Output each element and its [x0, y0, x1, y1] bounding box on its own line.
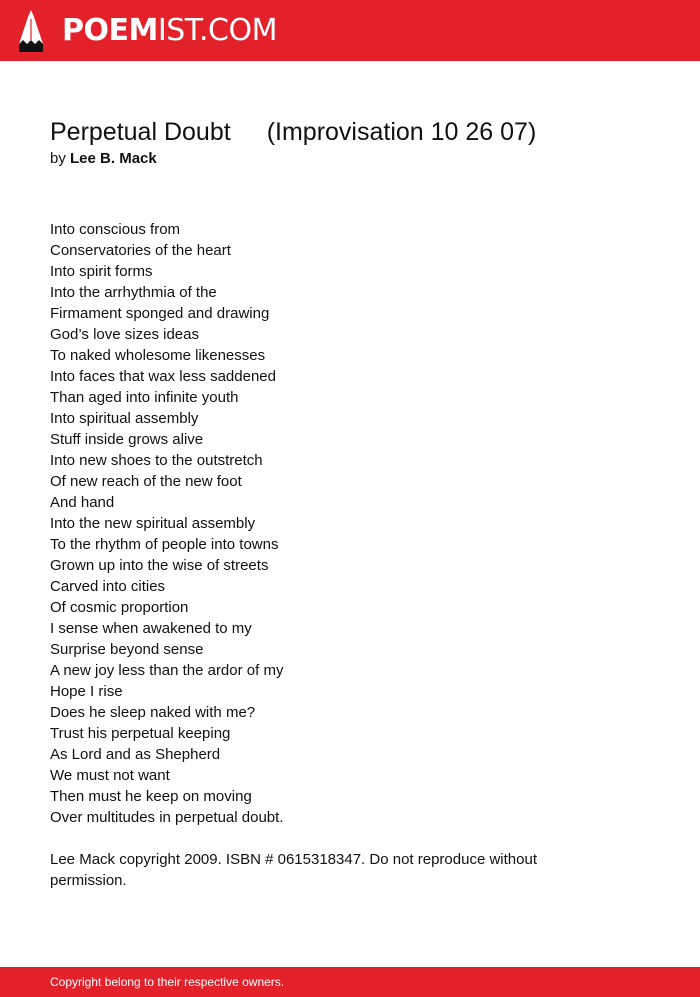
poem-line: A new joy less than the ardor of my	[50, 662, 284, 679]
poem-line: Into the new spiritual assembly	[50, 515, 256, 532]
poem-line: Into the arrhythmia of the	[50, 284, 217, 301]
poem-line: As Lord and as Shepherd	[50, 746, 221, 763]
poem-line: To the rhythm of people into towns	[50, 536, 279, 553]
pencil-icon	[18, 10, 44, 52]
poem-line: Into spiritual assembly	[50, 410, 199, 427]
site-logo[interactable]	[62, 13, 277, 49]
poem-line: To naked wholesome likenesses	[50, 347, 266, 364]
poem-line: Firmament sponged and drawing	[50, 305, 270, 322]
poem-title: Perpetual Doubt	[50, 118, 231, 146]
poem-line: Carved into cities	[50, 578, 166, 595]
poem-title-row	[50, 116, 536, 148]
author-name: Lee B. Mack	[70, 150, 157, 167]
poem-line: Conservatories of the heart	[50, 242, 231, 259]
poem-line: Does he sleep naked with me?	[50, 704, 256, 721]
poem-line: I sense when awakened to my	[50, 620, 252, 637]
logo-light-text: IST.COM	[157, 13, 277, 48]
site-footer	[0, 967, 700, 997]
logo-bold-text: POEM	[62, 13, 158, 48]
poem-line: We must not want	[50, 767, 170, 784]
poem-line: And hand	[50, 494, 115, 511]
poem-line: Then must he keep on moving	[50, 788, 252, 805]
poem-line: Into spirit forms	[50, 263, 153, 280]
poem-line: Trust his perpetual keeping	[50, 725, 231, 742]
poem-line: Into new shoes to the outstretch	[50, 452, 263, 469]
poem-line: Than aged into infinite youth	[50, 389, 239, 406]
poem-line: Into conscious from	[50, 221, 181, 238]
poem-line: God’s love sizes ideas	[50, 326, 199, 343]
footer-copyright: Copyright belong to their respective owners.	[50, 975, 285, 989]
poem-line: Grown up into the wise of streets	[50, 557, 269, 574]
poem-body	[50, 219, 283, 828]
poem-line: Of new reach of the new foot	[50, 473, 242, 490]
poem-line: Surprise beyond sense	[50, 641, 204, 658]
poem-line: Over multitudes in perpetual doubt.	[50, 809, 284, 826]
byline	[50, 149, 157, 169]
poem-subtitle: (Improvisation 10 26 07)	[266, 118, 537, 146]
byline-prefix: by	[50, 150, 66, 167]
poem-line: Of cosmic proportion	[50, 599, 189, 616]
site-header	[0, 0, 700, 61]
poem-line: Stuff inside grows alive	[50, 431, 204, 448]
poem-copyright-note: Lee Mack copyright 2009. ISBN # 0615318347. Do not reproduce without permission.	[50, 851, 537, 889]
poem-line: Into faces that wax less saddened	[50, 368, 276, 385]
poem-line: Hope I rise	[50, 683, 123, 700]
